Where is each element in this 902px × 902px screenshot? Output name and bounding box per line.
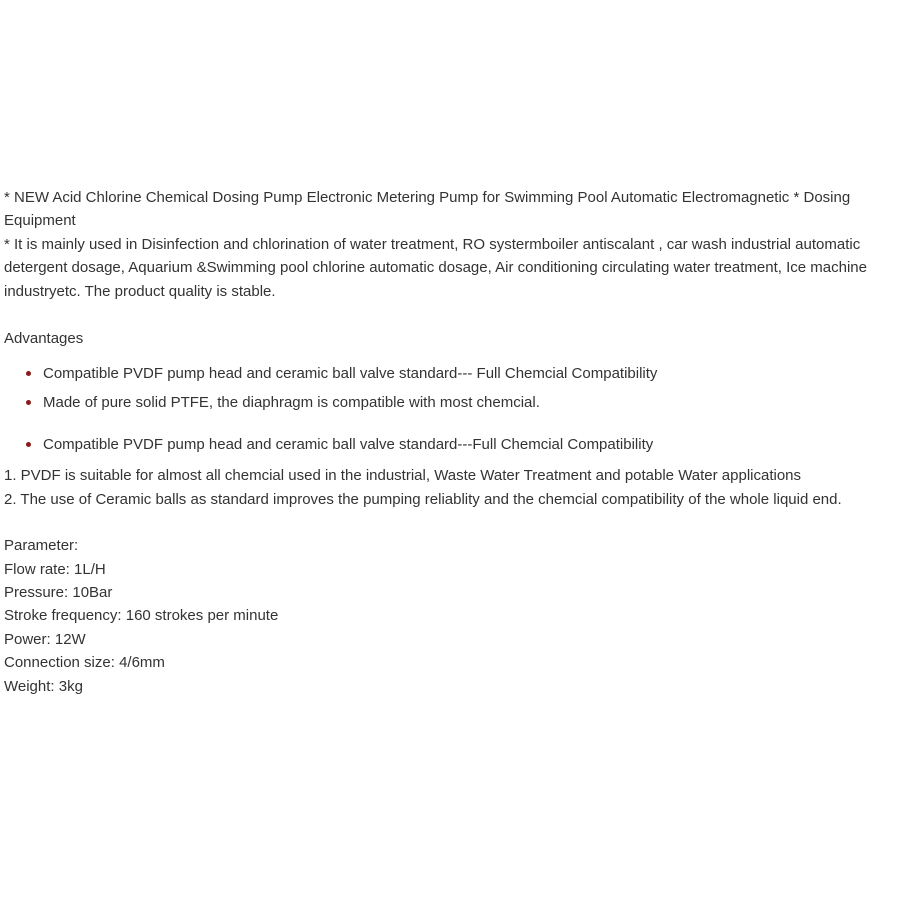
intro-line-title: * NEW Acid Chlorine Chemical Dosing Pump Electronic Metering Pump for Swimming Pool Automatic Electromagnetic * Dosing Equipment [4,189,851,230]
list-item [26,362,902,385]
list-item-text: Compatible PVDF pump head and ceramic ball valve standard---Full Chemcial Compatibility [43,436,654,454]
parameter-connection-size: Connection size: 4/6mm [4,654,165,672]
bullet-dot-icon [26,400,31,405]
list-item [26,433,902,456]
bullet-dot-icon [26,442,31,447]
parameter-weight: Weight: 3kg [4,677,83,695]
parameter-pressure: Pressure: 10Bar [4,584,113,602]
list-item [26,391,902,414]
bullet-dot-icon [26,371,31,376]
parameters-heading: Parameter: [4,537,79,555]
parameters-section [4,534,902,698]
list-item-text: Compatible PVDF pump head and ceramic ball valve standard--- Full Chemcial Compatibility [43,365,658,383]
intro-section [4,186,902,303]
parameter-power: Power: 12W [4,630,86,648]
advantages-heading: Advantages [4,330,84,348]
parameter-stroke-frequency: Stroke frequency: 160 strokes per minute [4,607,279,625]
note-item: 1. PVDF is suitable for almost all chemcial used in the industrial, Waste Water Treatment and potable Water applications [4,467,802,485]
advantages-list [4,362,902,456]
note-item: 2. The use of Ceramic balls as standard improves the pumping reliablity and the chemcial compatibility of the whole liquid end. [4,490,842,508]
intro-line-usage: * It is mainly used in Disinfection and chlorination of water treatment, RO systermboiler antiscalant , car wash industrial automatic detergent dosage, Aquarium &Swimming pool chlorine automatic dosage, Air conditioning circulating water treatment, Ice machine industryetc. The product quality is stable. [4,235,867,300]
list-item-text: Made of pure solid PTFE, the diaphragm is compatible with most chemcial. [43,394,540,412]
numbered-notes [4,464,902,511]
parameter-flow-rate: Flow rate: 1L/H [4,560,106,578]
